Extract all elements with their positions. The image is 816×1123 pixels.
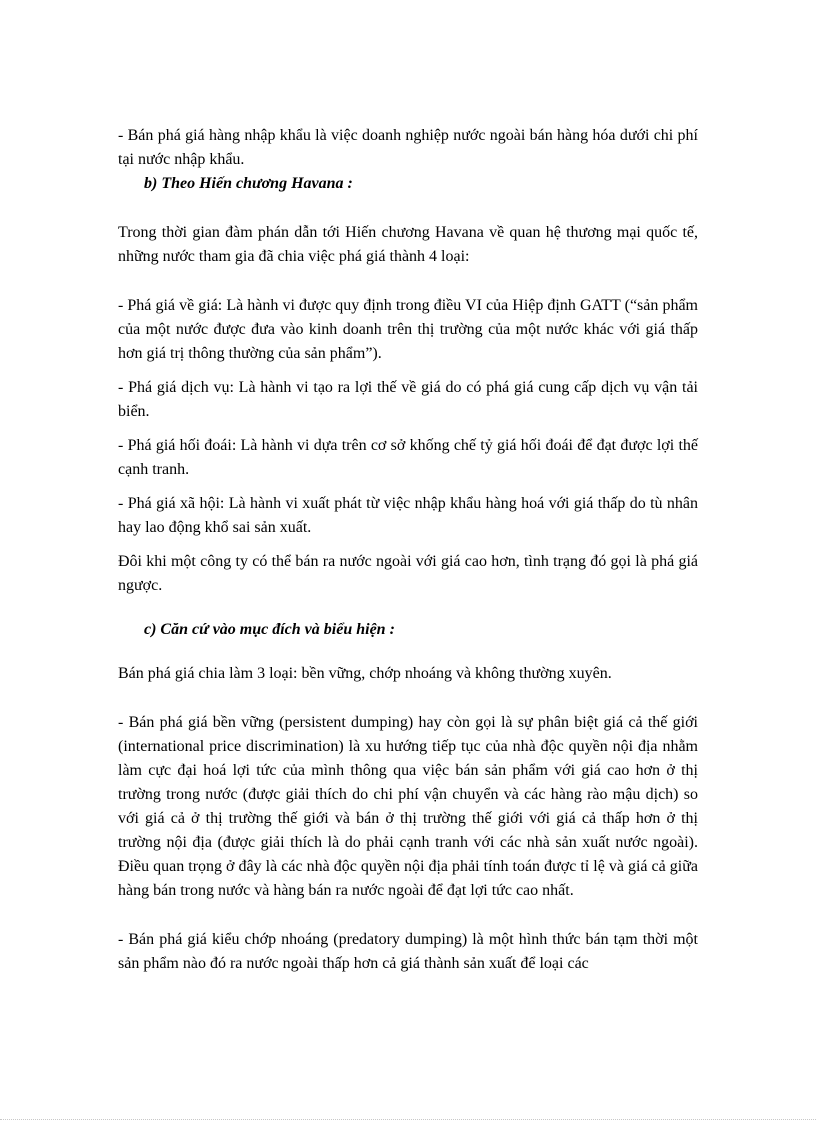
paragraph-persistent-dumping: - Bán phá giá bền vững (persistent dumping) hay còn gọi là sự phân biệt giá cả thế giới (international price discrimination) là xu hướng tiếp tục của nhà độc quyền nội địa nhằm làm cực đại hoá lợi tức của mình thông qua việc bán sản phẩm với giá cao hơn ở thị trường trong nước (được giải thích do chi phí vận chuyển và các hàng rào mậu dịch) so với giá cả ở thị trường thế giới và bán ở thị trường thế giới với giá cả thấp hơn ở thị trường nội địa (được giải thích là do phải cạnh tranh với các nhà sản xuất nước ngoài). Điều quan trọng ở đây là các nhà độc quyền nội địa phải tính toán được tỉ lệ và giá cả giữa hàng bán trong nước và hàng bán ra nước ngoài để đạt lợi tức cao nhất. bbox=[118, 714, 698, 899]
spacer bbox=[118, 196, 698, 221]
paragraph-dumping-import: - Bán phá giá hàng nhập khẩu là việc doanh nghiệp nước ngoài bán hàng hóa dưới chi phí tại nước nhập khẩu. bbox=[118, 127, 698, 168]
spacer bbox=[118, 903, 698, 928]
spacer bbox=[118, 642, 698, 662]
heading-purpose-expression: c) Căn cứ vào mục đích và biểu hiện : bbox=[144, 621, 395, 638]
paragraph-havana-intro: Trong thời gian đàm phán dẫn tới Hiến chương Havana về quan hệ thương mại quốc tế, những nước tham gia đã chia việc phá giá thành 4 loại: bbox=[118, 224, 698, 265]
paragraph-service-dumping: - Phá giá dịch vụ: Là hành vi tạo ra lợi thế về giá do có phá giá cung cấp dịch vụ vận tải biển. bbox=[118, 379, 698, 420]
spacer bbox=[118, 482, 698, 492]
spacer bbox=[118, 686, 698, 711]
paragraph-exchange-dumping: - Phá giá hối đoái: Là hành vi dựa trên cơ sở khống chế tỷ giá hối đoái để đạt được lợi thế cạnh tranh. bbox=[118, 437, 698, 478]
paragraph-predatory-dumping: - Bán phá giá kiểu chớp nhoáng (predatory dumping) là một hình thức bán tạm thời một sản phẩm nào đó ra nước ngoài thấp hơn cả giá thành sản xuất để loại các bbox=[118, 931, 698, 972]
heading-havana-charter: b) Theo Hiến chương Havana : bbox=[144, 175, 353, 192]
spacer bbox=[118, 424, 698, 434]
spacer bbox=[118, 269, 698, 294]
paragraph-reverse-dumping: Đôi khi một công ty có thể bán ra nước ngoài với giá cao hơn, tình trạng đó gọi là phá giá ngược. bbox=[118, 553, 698, 594]
document-page bbox=[118, 124, 698, 976]
spacer bbox=[118, 366, 698, 376]
paragraph-price-dumping: - Phá giá về giá: Là hành vi được quy định trong điều VI của Hiệp định GATT (“sản phẩm của một nước được đưa vào kinh doanh trên thị trường của một nước khác với giá thấp hơn giá trị thông thường của sản phẩm”). bbox=[118, 297, 698, 362]
page-bottom-border bbox=[0, 1119, 816, 1120]
paragraph-social-dumping: - Phá giá xã hội: Là hành vi xuất phát từ việc nhập khẩu hàng hoá với giá thấp do tù nhân hay lao động khổ sai sản xuất. bbox=[118, 495, 698, 536]
paragraph-three-types: Bán phá giá chia làm 3 loại: bền vững, chớp nhoáng và không thường xuyên. bbox=[118, 665, 612, 682]
spacer bbox=[118, 598, 698, 618]
spacer bbox=[118, 540, 698, 550]
